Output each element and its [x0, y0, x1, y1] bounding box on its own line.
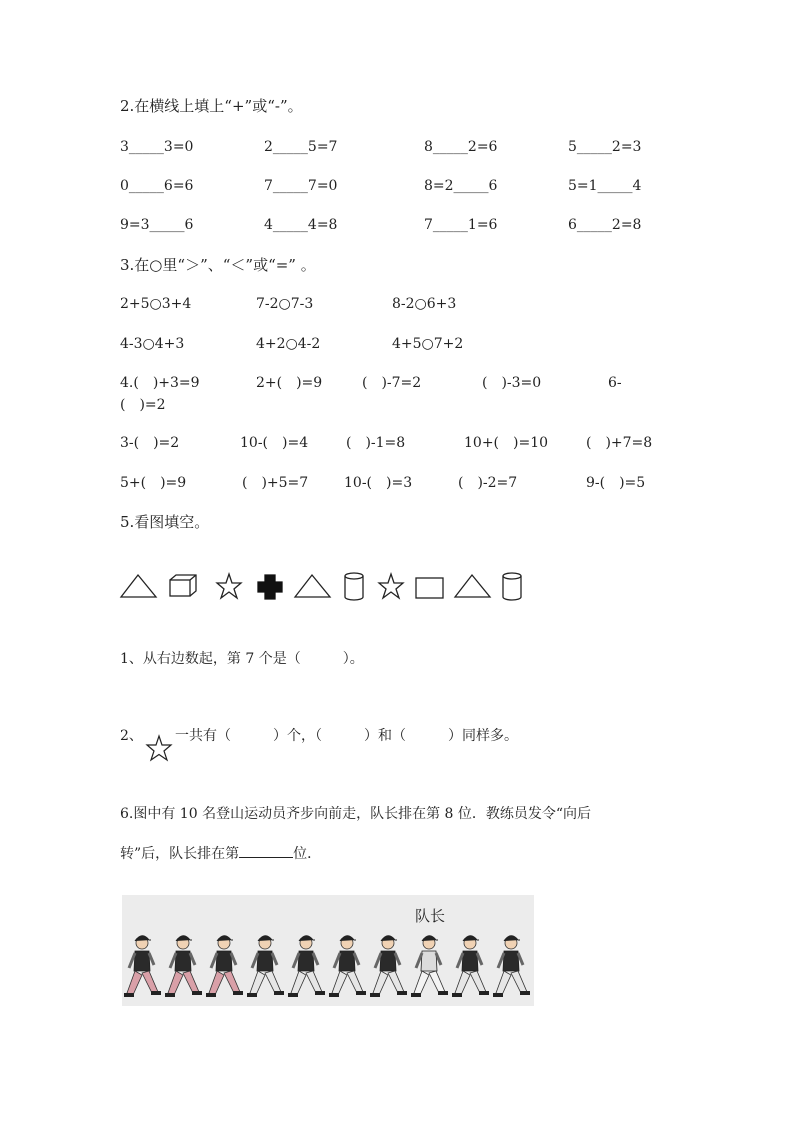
q6-line2-b: 位．: [293, 846, 322, 862]
q3-comparison: 4+2○4-2: [256, 336, 321, 352]
captain-label: 队长: [415, 907, 446, 925]
star-icon: [146, 735, 172, 761]
walker: [329, 936, 366, 997]
triangle-icon: [295, 575, 330, 597]
q6-line2-a: 转”后，队长排在第: [120, 846, 240, 862]
q2-equation: 7_____1=6: [424, 217, 498, 233]
q3-comparison: 8-2○6+3: [392, 296, 457, 312]
q3-title: 3.在○里“＞”、“＜”或“=” 。: [120, 256, 316, 274]
q3-comparison: 4-3○4+3: [120, 336, 185, 352]
triangle-icon: [455, 575, 490, 597]
q2-equation: 6_____2=8: [568, 217, 642, 233]
q2-equation: 7_____7=0: [264, 178, 338, 194]
q2-equation: 4_____4=8: [264, 217, 338, 233]
q4-equation: 5+( )=9: [120, 475, 187, 491]
q4-wrap-line: ( )=2: [120, 397, 166, 413]
q2-equation: 5=1_____4: [568, 178, 642, 194]
star-icon: [379, 574, 403, 598]
walker: [124, 936, 161, 997]
q5-sub2: 一共有（ ）个，（ ）和（ ）同样多。: [175, 728, 518, 744]
walker: [288, 936, 325, 997]
q6-line2: [120, 845, 321, 863]
walker: [493, 936, 530, 997]
cross-icon: [258, 575, 282, 599]
q5-sub2-prefix: 2、: [120, 728, 143, 744]
q2-equation: 5_____2=3: [568, 139, 642, 155]
cylinder-icon: [345, 573, 363, 600]
square-icon: [416, 578, 443, 598]
answer-blank[interactable]: [239, 845, 293, 858]
q2-equation: 3_____3=0: [120, 139, 194, 155]
cube-icon: [170, 575, 196, 596]
q4-equation: 3-( )=2: [120, 435, 180, 451]
walker: [370, 936, 407, 997]
q5-title: 5.看图填空。: [120, 513, 210, 531]
q2-title: 2.在横线上填上“+”或“-”。: [120, 97, 303, 115]
q2-equation: 8_____2=6: [424, 139, 498, 155]
walker: [452, 936, 489, 997]
walker: [206, 936, 243, 997]
q4-equation: 10-( )=4: [240, 435, 309, 451]
q3-comparison: 4+5○7+2: [392, 336, 464, 352]
star-icon: [217, 574, 241, 598]
q6-line1: 6.图中有 10 名登山运动员齐步向前走，队长排在第 8 位．教练员发令“向后: [120, 806, 592, 822]
q4-equation: 2+( )=9: [256, 375, 323, 391]
q4-equation: 9-( )=5: [586, 475, 646, 491]
q2-equation: 0_____6=6: [120, 178, 194, 194]
walker: [247, 936, 284, 997]
q4-equation: ( )-2=7: [458, 475, 518, 491]
walkers: [122, 895, 534, 1006]
q4-equation: ( )-7=2: [362, 375, 422, 391]
q2-equation: 9=3_____6: [120, 217, 194, 233]
q4-equation: ( )-1=8: [346, 435, 406, 451]
q4-equation: 10-( )=3: [344, 475, 413, 491]
q2-equation: 2_____5=7: [264, 139, 338, 155]
q3-comparison: 2+5○3+4: [120, 296, 192, 312]
q4-equation: 10+( )=10: [464, 435, 549, 451]
q4-equation: ( )-3=0: [482, 375, 542, 391]
triangle-icon: [121, 575, 156, 597]
q2-equation: 8=2_____6: [424, 178, 498, 194]
q4-equation: 4.( )+3=9: [120, 375, 200, 391]
q4-equation: ( )+5=7: [242, 475, 309, 491]
walker: [165, 936, 202, 997]
q4-equation: ( )+7=8: [586, 435, 653, 451]
cylinder-icon: [503, 573, 521, 600]
q3-comparison: 7-2○7-3: [256, 296, 314, 312]
q4-equation: 6-: [608, 375, 622, 391]
q5-sub1: 1、从右边数起，第 7 个是（ ）。: [120, 651, 364, 667]
captain-walker: [411, 936, 448, 997]
